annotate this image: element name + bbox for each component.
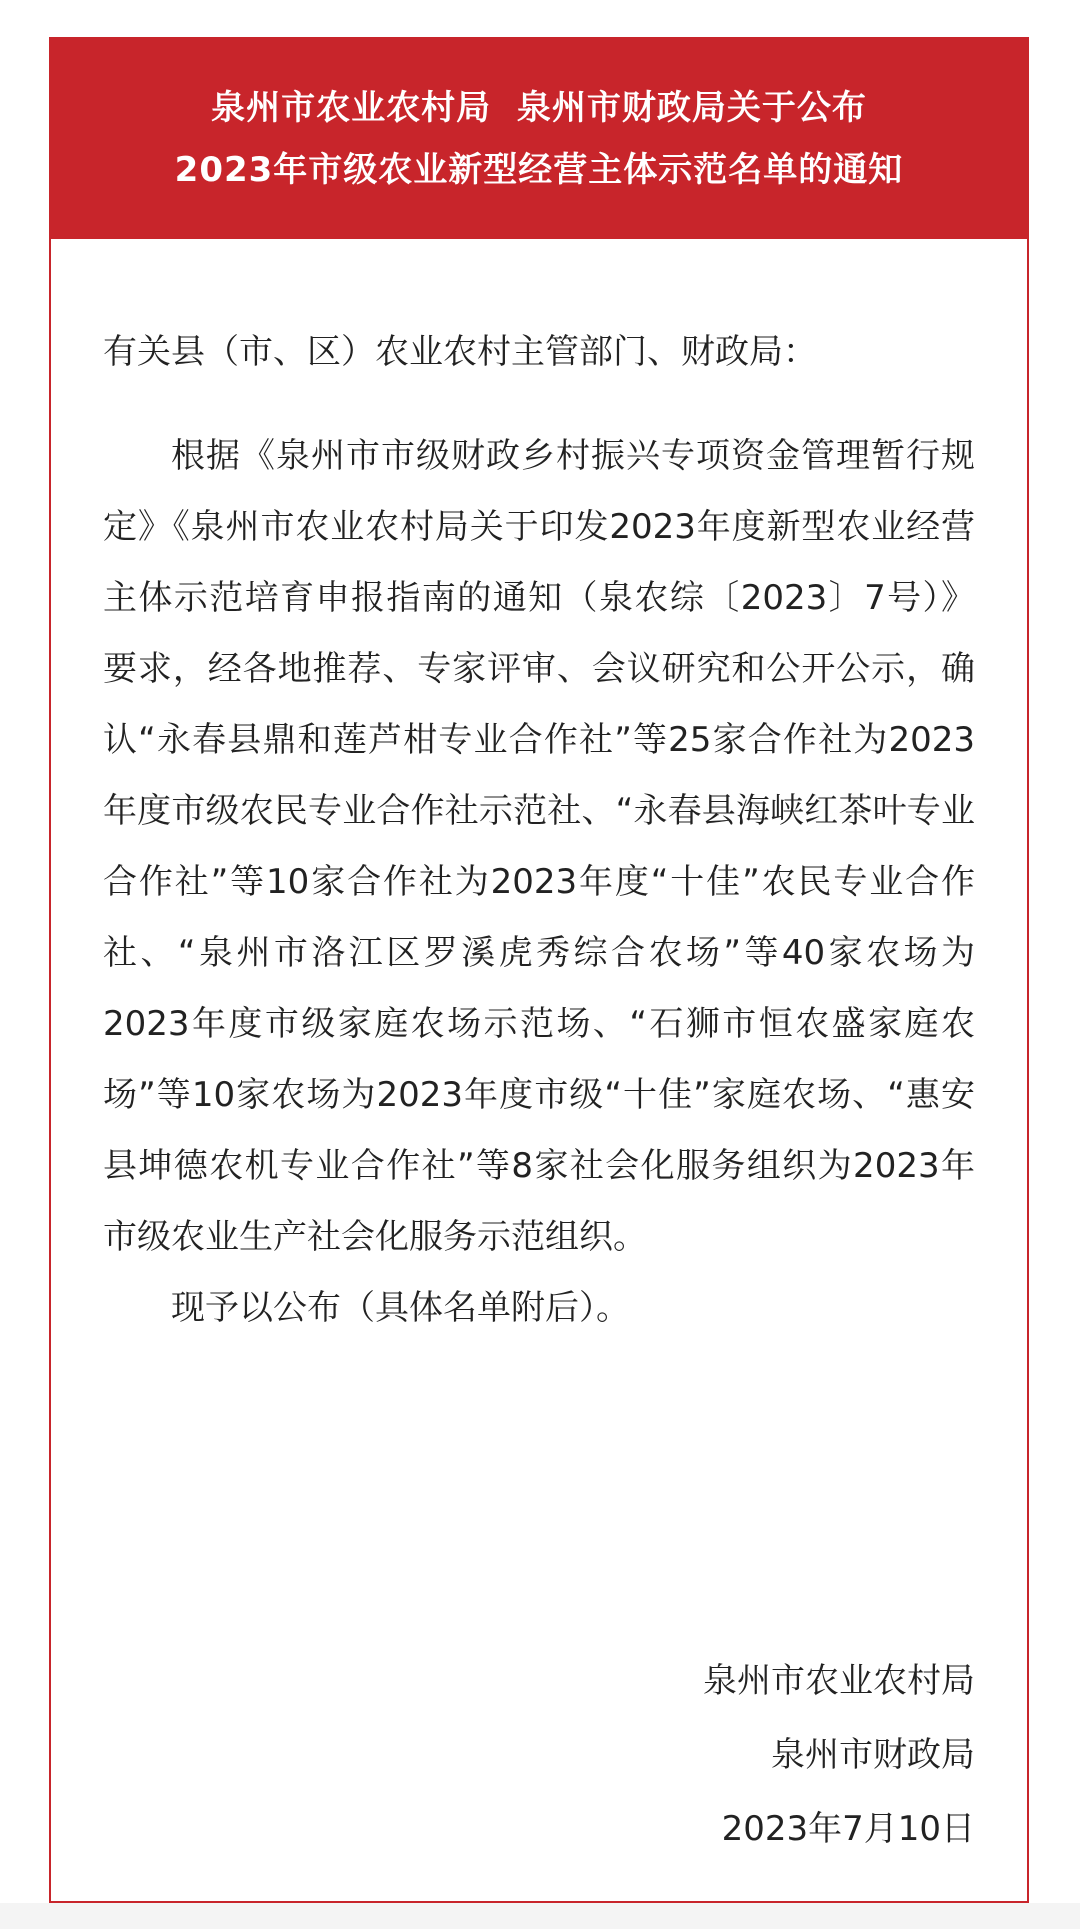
- notice-card: [49, 37, 1029, 1903]
- signature-org-finance: 泉州市财政局: [771, 1735, 975, 1775]
- signature-date: 2023年7月10日: [721, 1809, 975, 1849]
- notice-body: [103, 317, 975, 1344]
- salutation: 有关县（市、区）农业农村主管部门、财政局：: [103, 332, 817, 372]
- announcement-paragraph: 现予以公布（具体名单附后）。: [171, 1288, 630, 1328]
- notice-title-line2: 2023年市级农业新型经营主体示范名单的通知: [174, 150, 904, 190]
- notice-title-line1: 泉州市农业农村局 泉州市财政局关于公布: [211, 88, 867, 128]
- main-paragraph: 根据《泉州市市级财政乡村振兴专项资金管理暂行规定》《泉州市农业农村局关于印发2023年度新型农业经营主体示范培育申报指南的通知（泉农综〔2023〕7号）》要求，经各地推荐、专家评审、会议研究和公开公示，确认“永春县鼎和莲芦柑专业合作社”等25家合作社为2023年度市级农民专业合作社示范社、“永春县海峡红茶叶专业合作社”等10家合作社为2023年度“十佳”农民专业合作社、“泉州市洛江区罗溪虎秀综合农场”等40家农场为2023年度市级家庭农场示范场、“石狮市恒农盛家庭农场”等10家农场为2023年度市级“十佳”家庭农场、“惠安县坤德农机专业合作社”等8家社会化服务组织为2023年市级农业生产社会化服务示范组织。: [103, 436, 975, 1257]
- notice-header: [51, 39, 1027, 239]
- signature-block: [703, 1644, 975, 1866]
- bottom-strip: [0, 1903, 1080, 1929]
- signature-org-agriculture: 泉州市农业农村局: [703, 1661, 975, 1701]
